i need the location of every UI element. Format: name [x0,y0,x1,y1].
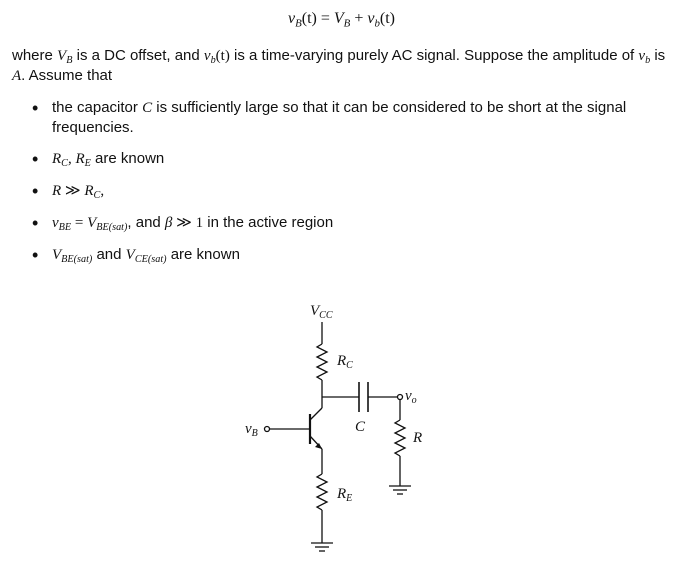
vcc-label: $V_{CC}$ [310,303,333,321]
assumption-vbe-beta: • $v_{BE} = V_{BE(sat)}$, and β ≫ 1 in the active region [32,213,672,233]
output-terminal [398,395,403,400]
vo-label: $v_o$ [405,388,417,406]
assumption-saturation-voltages: • $V_{BE(sat)}$ and $V_{CE(sat)}$ are known [32,245,672,265]
c-label: C [355,419,366,435]
assumption-capacitor: • the capacitor C is sufficiently large so that it can be considered to be short at the signal frequencies. [32,98,672,138]
r-label: R [413,430,423,446]
rc-label: $R_C$ [337,353,353,371]
input-terminal [265,427,270,432]
intro-paragraph: where $V_B$ is a DC offset, and $v_b(t)$ is a time-varying purely AC signal. Suppose the amplitude of $v_b$ is A. Assume that [12,47,666,84]
assumption-r-much-greater: • R ≫ $R_C$, [32,181,672,201]
vb-label: $v_B$ [245,421,258,439]
assumption-resistors-known: • $R_C$, $R_E$ are known [32,149,672,169]
r-load-resistor [395,420,405,456]
rc-resistor [317,344,327,380]
emitter-arrow [315,443,322,449]
re-label: $R_E$ [337,486,353,504]
transistor-collector [310,408,322,420]
main-equation: $v_B(t) = V_B + v_b(t)$ [287,10,396,30]
re-resistor [317,474,327,510]
